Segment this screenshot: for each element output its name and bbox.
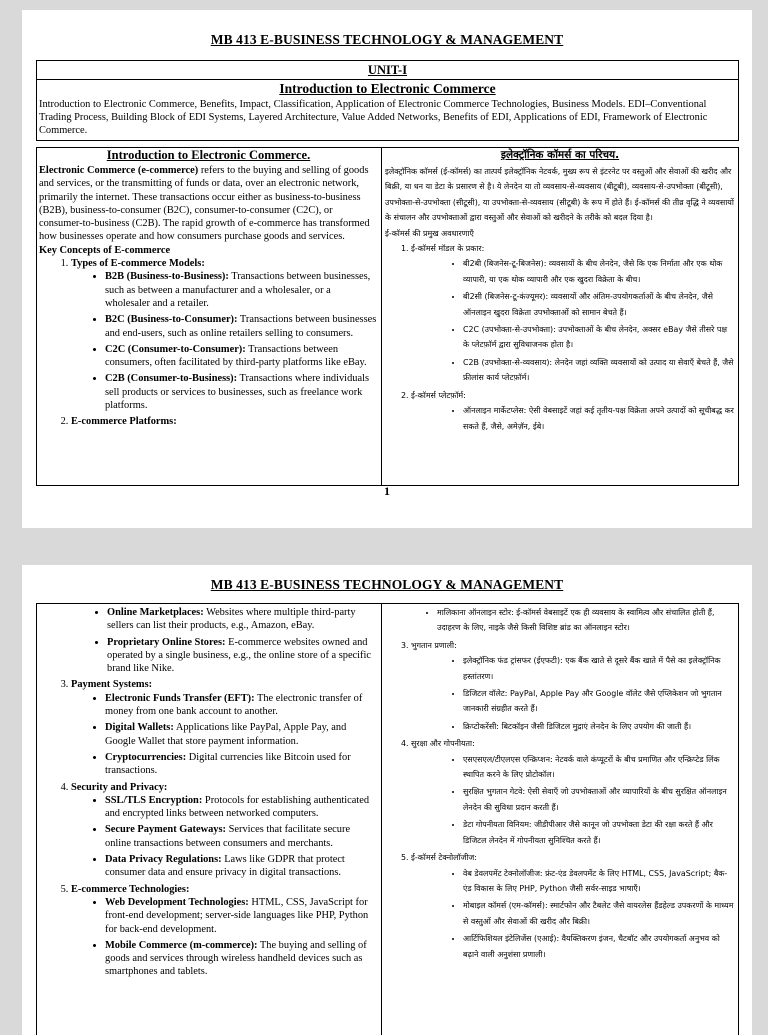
list-item xyxy=(71,415,378,428)
document-title: MB 413 E-BUSINESS TECHNOLOGY & MANAGEMENT xyxy=(210,32,564,47)
hindi-models-list xyxy=(411,256,735,385)
bilingual-table xyxy=(36,603,739,1035)
list-item: • क्रिप्टोकरेंसी: बिटकॉइन जैसी डिजिटल मुद्राएं लेनदेन के लिए उपयोग की जाती हैं। xyxy=(463,719,735,734)
list-item xyxy=(105,343,378,370)
unit-header-box xyxy=(36,60,739,141)
english-column xyxy=(37,148,382,485)
list-item xyxy=(105,896,378,936)
item-term: Web Development Technologies: xyxy=(105,896,249,908)
list-item xyxy=(105,853,378,880)
list-item xyxy=(105,751,378,778)
intro-term: Electronic Commerce (e-commerce) xyxy=(39,165,199,176)
hindi-column xyxy=(382,604,738,1035)
item-term: Mobile Commerce (m-commerce): xyxy=(105,939,258,951)
list-item xyxy=(105,939,378,979)
document-title: MB 413 E-BUSINESS TECHNOLOGY & MANAGEMENT xyxy=(210,577,564,592)
model-term: C2C (Consumer-to-Consumer): xyxy=(105,343,246,355)
hindi-section-heading: ई-कॉमर्स टेक्नोलॉजीज: xyxy=(411,853,477,863)
item-text: Laws like GDPR that protect consumer data and ensure privacy in digital transactions. xyxy=(105,854,345,879)
hindi-types-heading: ई-कॉमर्स मॉडल के प्रकार: xyxy=(411,244,485,254)
unit-label: UNIT-I xyxy=(37,61,738,80)
unit-heading: Introduction to Electronic Commerce xyxy=(279,81,496,96)
platform-term: Online Marketplaces: xyxy=(107,607,204,618)
hindi-section-heading: सुरक्षा और गोपनीयता: xyxy=(411,739,475,749)
hindi-platforms-list xyxy=(385,605,735,636)
list-item: • एसएसएल/टीएलएस एन्क्रिप्शन: नेटवर्क वाले कंप्यूटरों के बीच प्रमाणित और एन्क्रिप्टेड लिंक स्थापित करने के लिए प्रोटोकॉल। xyxy=(463,752,735,783)
model-text: Transactions where individuals sell products or services to businesses, such as freelance work platforms. xyxy=(105,373,370,412)
intro-text: refers to the buying and selling of goods and services, or the transmitting of funds or data, over an electronic network, primarily the internet. These transactions occur either as business-to-business (B2B), business-to-consumer (B2C), consumer-to-consumer (C2C), or consumer-to-business (C2B). The rapid growth of e-commerce has transformed how businesses operate and how consumers purchase goods and services. xyxy=(39,165,370,243)
model-term: B2C (Business-to-Consumer): xyxy=(105,314,238,326)
list-item xyxy=(411,241,735,386)
item-term: Secure Payment Gateways: xyxy=(105,824,227,836)
english-column xyxy=(37,604,382,1035)
list-item: • डिजिटल वॉलेट: PayPal, Apple Pay और Google वॉलेट जैसे एप्लिकेशन जो भुगतान जानकारी संग्रहीत करते हैं। xyxy=(463,686,735,717)
list-item xyxy=(105,692,378,719)
section-items xyxy=(71,794,378,880)
hindi-key-concepts: ई-कॉमर्स की प्रमुख अवधारणाएँ xyxy=(385,228,474,238)
list-item: • मोबाइल कॉमर्स (एम-कॉमर्स): स्मार्टफोन और टैबलेट जैसे वायरलेस हैंडहेल्ड उपकरणों के माध्यम से वस्तुओं और सेवाओं की खरीद और बिक्री। xyxy=(463,898,735,929)
hindi-platforms-list xyxy=(411,403,735,434)
model-text: Transactions between consumers, often facilitated by third-party platforms like eBay. xyxy=(105,343,367,369)
list-item xyxy=(105,270,378,310)
section-items xyxy=(71,896,378,979)
concepts-list-continued xyxy=(39,678,378,978)
hindi-intro-paragraph: इलेक्ट्रॉनिक कॉमर्स (ई-कॉमर्स) का तात्पर्य इलेक्ट्रॉनिक नेटवर्क, मुख्य रूप से इंटरनेट पर वस्तुओं और सेवाओं की खरीद और बिक्री, या धन या डेटा के प्रसारण से है। ये लेनदेन या तो व्यवसाय-से-व्यवसाय (बीटूबी), व्यवसाय-से-उपभोक्ता (बीटूसी), उपभोक्ता-से-उपभोक्ता (सीटूसी), या उपभोक्ता-से-व्यवसाय (सीटूबी) के रूप में होते हैं। ई-कॉमर्स की तीव्र वृद्धि ने व्यवसायों के संचालन और उपभोक्ताओं द्वारा वस्तुओं और सेवाओं को खरीदने के तरीके को बदल दिया है। xyxy=(385,167,734,223)
list-item xyxy=(105,823,378,850)
list-item: • बी2सी (बिजनेस-टू-कंज्यूमर): व्यवसायों और अंतिम-उपयोगकर्ताओं के बीच लेनदेन, जैसे ऑनलाइन खुदरा विक्रेता उपभोक्ताओं को सामान बेचते हैं। xyxy=(463,289,735,320)
models-list xyxy=(71,270,378,412)
model-text: Transactions between businesses, such as between a manufacturer and a wholesaler, or a wholesaler and a retailer. xyxy=(105,271,371,309)
list-item xyxy=(105,721,378,748)
bilingual-table xyxy=(36,147,739,486)
list-item xyxy=(105,372,378,412)
list-item: • बी2बी (बिजनेस-टू-बिजनेस): व्यवसायों के बीच लेनदेन, जैसे कि एक निर्माता और एक थोक व्यापारी, या एक थोक व्यापारी और एक खुदरा विक्रेता के बीच। xyxy=(463,256,735,287)
unit-syllabus-summary: Introduction to Electronic Commerce, Benefits, Impact, Classification, Application of Electronic Commerce Technologies, Business Models. EDI–Conventional Trading Process, Building Block of EDI Systems, Layered Architecture, Value Added Networks, Benefits of EDI, Applications of EDI, Framework of Electronic Commerce. xyxy=(39,99,708,136)
list-item: • वेब डेवलपमेंट टेक्नोलॉजीज: फ्रंट-एंड डेवलपमेंट के लिए HTML, CSS, JavaScript; बैक-एंड विकास के लिए PHP, Python जैसी सर्वर-साइड भाषाएँ। xyxy=(463,866,735,897)
list-item xyxy=(71,883,378,979)
platforms-heading: E-commerce Platforms: xyxy=(71,416,177,428)
document-page-1 xyxy=(22,10,752,528)
hindi-section-items xyxy=(411,653,735,734)
list-item xyxy=(411,850,735,962)
section-items xyxy=(71,692,378,778)
platforms-list xyxy=(39,606,378,675)
model-term: B2B (Business-to-Business): xyxy=(105,271,229,283)
list-item xyxy=(105,313,378,340)
hindi-section-items xyxy=(411,752,735,848)
section-heading: E-commerce Technologies: xyxy=(71,883,190,895)
list-item xyxy=(411,388,735,434)
english-column-heading: Introduction to Electronic Commerce. xyxy=(106,148,311,162)
item-term: Data Privacy Regulations: xyxy=(105,854,222,866)
item-term: Electronic Funds Transfer (EFT): xyxy=(105,692,255,704)
list-item xyxy=(71,257,378,412)
list-item xyxy=(71,781,378,880)
model-term: C2B (Consumer-to-Business): xyxy=(105,373,238,385)
item-text: Services that facilitate secure online transactions between consumers and merchants. xyxy=(105,824,351,849)
list-item xyxy=(71,678,378,777)
list-item xyxy=(107,636,378,676)
item-term: Digital Wallets: xyxy=(105,722,174,734)
list-item: • मालिकाना ऑनलाइन स्टोर: ई-कॉमर्स वेबसाइटें एक ही व्यवसाय के स्वामित्व और संचालित होती हैं, उदाहरण के लिए, नाइके जैसे किसी विशिष्ट ब्रांड का ऑनलाइन स्टोर। xyxy=(437,605,735,636)
list-item: • आर्टिफिशियल इंटेलिजेंस (एआई): वैयक्तिकरण इंजन, चैटबॉट और उपयोगकर्ता अनुभव को बढ़ाने वाली अनुशंसा प्रणाली। xyxy=(463,931,735,962)
platform-text: Websites where multiple third-party sellers can list their products, e.g., Amazon, eBay. xyxy=(107,607,356,632)
platform-term: Proprietary Online Stores: xyxy=(107,636,226,648)
hindi-column-heading: इलेक्ट्रॉनिक कॉमर्स का परिचय. xyxy=(500,149,620,161)
list-item xyxy=(411,638,735,734)
list-item: • इलेक्ट्रॉनिक फंड ट्रांसफर (ईएफटी): एक बैंक खाते से दूसरे बैंक खाते में पैसे का इलेक्ट्रॉनिक हस्तांतरण। xyxy=(463,653,735,684)
section-heading: Payment Systems: xyxy=(71,679,153,691)
item-term: Cryptocurrencies: xyxy=(105,751,187,763)
key-concepts-heading: Key Concepts of E-commerce xyxy=(39,244,171,256)
list-item: • ऑनलाइन मार्केटप्लेस: ऐसी वेबसाइटें जहां कई तृतीय-पक्ष विक्रेता अपने उत्पादों को सूचीबद्ध कर सकते हैं, जैसे, अमेज़ॅन, ईबे। xyxy=(463,403,735,434)
hindi-column xyxy=(382,148,738,485)
hindi-concepts-list-continued xyxy=(385,638,735,962)
item-text: Digital currencies like Bitcoin used for transactions. xyxy=(105,751,351,777)
item-text: HTML, CSS, JavaScript for front-end development; server-side languages like PHP, Python for back-end development. xyxy=(105,896,369,935)
page-number: 1 xyxy=(384,484,390,498)
hindi-platforms-heading: ई-कॉमर्स प्लेटफ़ॉर्म: xyxy=(411,390,466,400)
list-item xyxy=(411,736,735,848)
item-text: Protocols for establishing authenticated and encrypted links between networked computers. xyxy=(105,794,370,820)
list-item: • C2C (उपभोक्ता-से-उपभोक्ता): उपभोक्ताओं के बीच लेनदेन, अक्सर eBay जैसे तीसरे पक्ष के प्लेटफ़ॉर्म द्वारा सुविधाजनक होता है। xyxy=(463,322,735,353)
item-text: Applications like PayPal, Apple Pay, and Google Wallet that store payment information. xyxy=(105,722,347,747)
concepts-list xyxy=(39,257,378,429)
item-text: The electronic transfer of money from one bank account to another. xyxy=(105,692,363,718)
list-item xyxy=(107,606,378,633)
item-text: The buying and selling of goods and services through wireless handheld devices such as smartphones and tablets. xyxy=(105,939,367,978)
list-item xyxy=(105,794,378,821)
hindi-section-items xyxy=(411,866,735,962)
types-heading: Types of E-commerce Models: xyxy=(71,258,205,270)
list-item: • C2B (उपभोक्ता-से-व्यवसाय): लेनदेन जहां व्यक्ति व्यवसायों को उत्पाद या सेवाएँ बेचते हैं, जैसे फ्रीलांस कार्य प्लेटफ़ॉर्म। xyxy=(463,355,735,386)
item-term: SSL/TLS Encryption: xyxy=(105,794,203,806)
model-text: Transactions between businesses and end-users, such as online retailers selling to consumers. xyxy=(105,314,377,339)
list-item: • डेटा गोपनीयता विनियम: जीडीपीआर जैसे कानून जो उपभोक्ता डेटा की रक्षा करते हैं और डिजिटल लेनदेन में गोपनीयता सुनिश्चित करते हैं। xyxy=(463,817,735,848)
section-heading: Security and Privacy: xyxy=(71,781,168,793)
document-page-2 xyxy=(22,565,752,1035)
intro-paragraph xyxy=(39,164,378,244)
platform-text: E-commerce websites owned and operated by a single business, e.g., the online store of a specific brand like Nike. xyxy=(107,636,372,675)
hindi-section-heading: भुगतान प्रणाली: xyxy=(411,640,457,650)
hindi-concepts-list xyxy=(385,241,735,434)
list-item: • सुरक्षित भुगतान गेटवे: ऐसी सेवाएँ जो उपभोक्ताओं और व्यापारियों के बीच सुरक्षित ऑनलाइन लेनदेन की सुविधा प्रदान करती हैं। xyxy=(463,784,735,815)
